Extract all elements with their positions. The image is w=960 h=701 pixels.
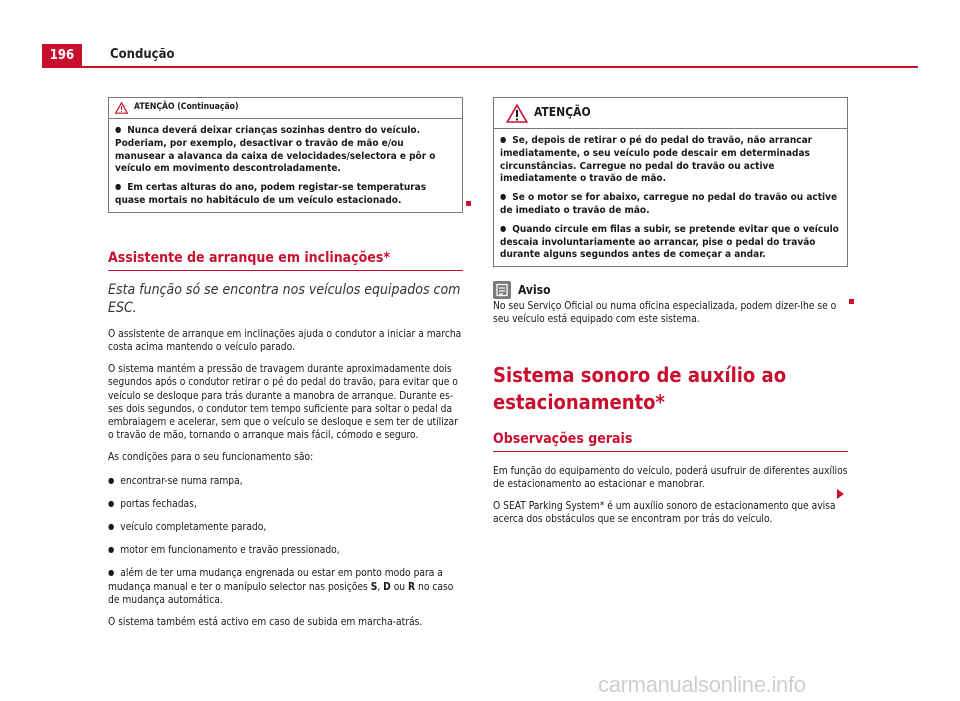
note-text: No seu Serviço Oficial ou numa oficina especializada, podem dizer-lhe se o seu veículo está equipado com este sistema. <box>493 301 837 326</box>
chapter-title <box>493 362 848 416</box>
warning-box <box>493 97 848 267</box>
paragraph: O sistema também está activo em caso de subida em marcha-atrás. <box>108 617 423 629</box>
section-title-hill-start: Assistente de arranque em inclinações* <box>108 249 463 271</box>
warning-title: ATENÇÃO <box>534 105 591 120</box>
chapter-title-line: estacionamento* <box>493 389 665 414</box>
right-column <box>493 97 848 535</box>
paragraph: O assistente de arranque em inclinações ajuda o condutor a iniciar a marcha costa acima mantendo o veículo parado. <box>108 328 462 353</box>
watermark: carmanualsonline.info <box>598 672 806 697</box>
condition-item-gear <box>108 566 463 607</box>
warning-triangle-icon <box>506 104 528 123</box>
warning-item: ● Nunca deverá deixar crianças sozinhas dentro do veículo. Poderiam, por exemplo, desactivar o travão de mão e/ou manusear a alavanca da caixa de velocidades/selectora e pôr o veículo em movimento descontroladamente. <box>115 124 456 176</box>
condition-text: no caso de mudança automática. <box>108 581 454 606</box>
warning-body <box>494 129 847 266</box>
paragraph: Em função do equipamento do veículo, poderá usufruir de diferentes auxílios de estacionamento ao estacionar e manobrar. <box>493 465 848 490</box>
header-rule <box>42 66 918 68</box>
warning-item: ● Se o motor se for abaixo, carregue no pedal do travão ou active de imediato o travão de mão. <box>500 191 841 218</box>
gear-r: R <box>408 581 416 593</box>
separator: , <box>377 581 384 593</box>
continue-arrow-icon <box>837 489 844 499</box>
section-subtitle: Esta função só se encontra nos veículos equipados com ESC. <box>108 281 461 316</box>
condition-item: ● portas fechadas, <box>108 497 463 511</box>
warning-item: ● Quando circule em filas a subir, se pretende evitar que o veículo descaia involuntariamente ao arrancar, pise o pedal do travão durante alguns segundos antes de começar a andar. <box>500 223 841 262</box>
condition-item: ● encontrar-se numa rampa, <box>108 474 463 488</box>
warning-body <box>109 119 462 212</box>
paragraph: As condições para o seu funcionamento são: <box>108 452 314 464</box>
end-of-section-marker <box>466 201 471 206</box>
warning-title: ATENÇÃO (Continuação) <box>134 102 239 113</box>
warning-item: ● Em certas alturas do ano, podem registar-se temperaturas quase mortais no habitáculo de um veículo estacionado. <box>115 181 456 208</box>
chapter-title-line: Sistema sonoro de auxílio ao <box>493 362 787 387</box>
gear-d: D <box>383 581 391 593</box>
condition-item: ● motor em funcionamento e travão pressionado, <box>108 543 463 557</box>
condition-item: ● veículo completamente parado, <box>108 520 463 534</box>
warning-box-continued <box>108 97 463 213</box>
page-title: Condução <box>110 47 175 62</box>
paragraph: O SEAT Parking System* é um auxílio sonoro de estacionamento que avisa acerca dos obstáculos que se encontram por trás do veículo. <box>493 500 836 526</box>
condition-text: além de ter uma mudança engrenada ou estar em ponto modo para a mudança manual e ter o manípulo selector nas posições <box>108 568 443 593</box>
paragraph: O sistema mantém a pressão de travagem durante aproximadamente dois segundos após o condutor retirar o pé do pedal do travão, para evitar que o veículo se desloque para trás durante a manobra de arranque. Durante esses dois segundos, o condutor tem tempo suficiente para soltar o pedal da embraiagem e acelerar, sem que o veículo se desloque e sem ter de utilizar o travão de mão, tornando o arranque mais fácil, cómodo e seguro. <box>108 364 458 442</box>
warning-header <box>109 98 462 119</box>
end-of-section-marker <box>849 299 854 304</box>
left-column <box>108 97 463 638</box>
note-icon <box>493 281 511 299</box>
separator: ou <box>390 581 409 593</box>
warning-triangle-icon <box>115 102 128 114</box>
page-number: 196 <box>42 44 82 66</box>
section-title-general: Observações gerais <box>493 430 848 452</box>
note-header <box>493 281 848 299</box>
warning-item: ● Se, depois de retirar o pé do pedal do travão, não arrancar imediatamente, o seu veículo pode descair em determinadas circunstâncias. Carregue no pedal do travão ou active imediatamente o travão de mão. <box>500 134 841 186</box>
note-title: Aviso <box>518 282 551 297</box>
warning-header <box>494 98 847 129</box>
gear-s: S <box>370 581 378 593</box>
